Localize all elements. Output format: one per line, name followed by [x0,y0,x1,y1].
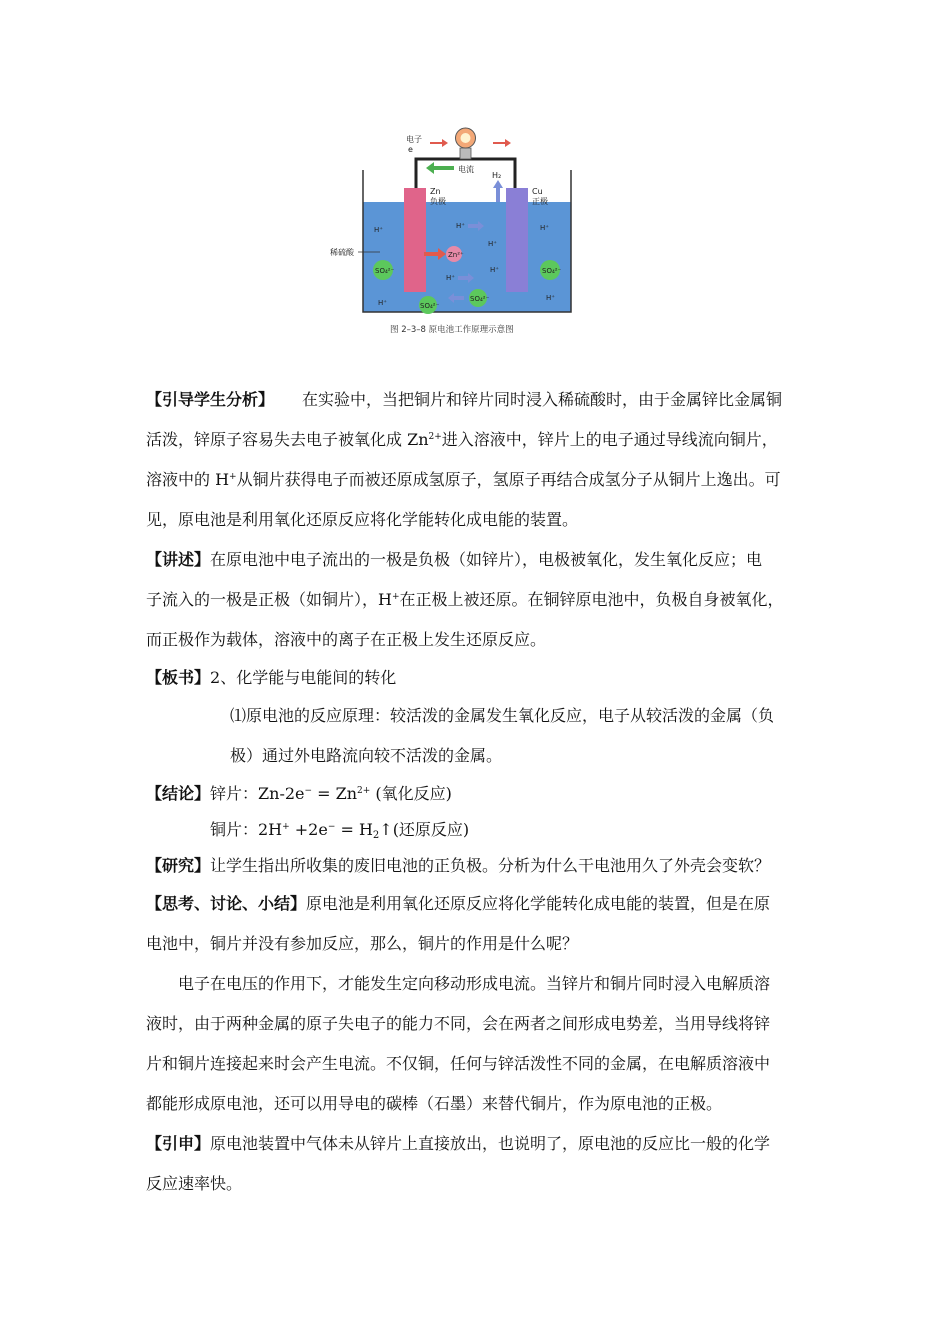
positive-label: 正极 [532,197,548,206]
tag-conclusion: 【结论】 [146,784,211,803]
text: 都能形成原电池，还可以用导电的碳棒（石墨）来替代铜片，作为原电池的正极。 [146,1094,723,1113]
paragraph-board [146,660,811,696]
current-label: 电流 [458,165,474,174]
paragraph-lecture [146,540,811,660]
current-arrow [426,162,454,174]
superscript: + [229,472,237,482]
bulb-glow [461,133,471,143]
text: 而正极作为载体，溶液中的离子在正极上发生还原反应。 [146,630,547,649]
acid-label: 稀硫酸 [330,248,354,257]
tag-discussion: 【思考、讨论、小结】 [146,894,307,913]
paragraph-explanation [146,964,811,1124]
tag-analysis: 【引导学生分析】 [146,390,275,409]
h2-up-arrow [493,180,503,202]
text: 进入溶液中，锌片上的电子通过导线流向铜片， [441,430,778,449]
sulfate-text-mid: SO₄²⁻ [470,295,490,303]
superscript: − [327,822,336,832]
cu-label: Cu [532,187,543,196]
h-ion-2: H⁺ [456,222,465,230]
h-ion-6: H⁺ [446,274,455,282]
text: 见，原电池是利用氧化还原反应将化学能转化成电能的装置。 [146,510,579,529]
text: (氧化反应) [370,784,452,803]
text: 2、化学能与电能间的转化 [210,668,397,687]
text: 在正极上被还原。在铜锌原电池中，负极自身被氧化， [399,590,784,609]
text: 子流入的一极是正极（如铜片），H [146,590,392,609]
superscript: 2+ [357,786,371,796]
text: 片和铜片连接起来时会产生电流。不仅铜，任何与锌活泼性不同的金属，在电解质溶液中 [146,1054,771,1073]
paragraph-copper-equation [146,812,811,848]
zinc-electrode [404,188,426,292]
h-ion-8: H⁺ [546,294,555,302]
text: 溶液中的 H [146,470,230,489]
paragraph-analysis [146,380,811,540]
text: = H [335,820,373,839]
paragraph-extension [146,1124,811,1204]
paragraph-conclusion [146,776,811,812]
text: = Zn [312,784,358,803]
paragraph-research [146,848,811,884]
electron-arrow-left [430,139,448,147]
h-ion-3: H⁺ [488,240,497,248]
electron-arrow-right [493,139,511,147]
h-ion-7: H⁺ [378,299,387,307]
text: 铜片：2H [210,820,283,839]
text: 在原电池中电子流出的一极是负极（如锌片），电极被氧化，发生氧化反应；电 [210,550,763,569]
text: 从铜片获得电子而被还原成氢原子，氢原子再结合成氢分子从铜片上逸出。可 [236,470,781,489]
negative-label: 负极 [430,197,446,206]
superscript: 2+ [428,432,442,442]
text: 原电池是利用氧化还原反应将化学能转化成电能的装置，但是在原 [306,894,771,913]
zn-label: Zn [430,187,441,196]
sulfate-text-right: SO₄²⁻ [542,267,562,275]
zinc-ion-text: Zn²⁺ [448,251,464,259]
text: +2e [289,820,328,839]
text: ↑(还原反应) [379,820,470,839]
document-body [146,380,811,1204]
tag-research: 【研究】 [146,856,211,875]
figure-caption: 图 2–3–8 原电池工作原理示意图 [390,325,514,335]
text: 活泼，锌原子容易失去电子被氧化成 Zn [146,430,429,449]
h2-label: H₂ [492,171,502,180]
text: 反应速率快。 [146,1174,243,1193]
copper-electrode [506,188,528,292]
electron-symbol: e [408,145,413,154]
h-ion-1: H⁺ [374,226,383,234]
text: 在实验中，当把铜片和锌片同时浸入稀硫酸时，由于金属锌比金属铜 [302,390,783,409]
electron-label: 电子 [406,135,422,144]
paragraph-discussion [146,884,811,964]
text: ⑴原电池的反应原理：较活泼的金属发生氧化反应，电子从较活泼的金属（负 [230,706,775,725]
tag-board: 【板书】 [146,668,211,687]
superscript: + [282,822,290,832]
tag-lecture: 【讲述】 [146,550,211,569]
text: 电子在电压的作用下，才能发生定向移动形成电流。当锌片和铜片同时浸入电解质溶 [178,974,771,993]
sulfate-text-left: SO₄²⁻ [375,267,395,275]
paragraph-principle [146,696,811,776]
h-ion-5: H⁺ [490,266,499,274]
tag-extension: 【引申】 [146,1134,211,1153]
text: 锌片：Zn-2e [210,784,305,803]
sulfate-text-bottom: SO₄²⁻ [420,302,440,310]
text: 极）通过外电路流向较不活泼的金属。 [230,746,503,765]
galvanic-cell-diagram [318,122,588,344]
superscript: − [304,786,313,796]
superscript: + [391,592,400,602]
bulb-socket [460,148,471,159]
galvanic-cell-figure [318,122,588,344]
text: 原电池装置中气体未从锌片上直接放出，也说明了，原电池的反应比一般的化学 [210,1134,771,1153]
sulfuric-acid-solution [363,202,571,312]
text: 液时，由于两种金属的原子失电子的能力不同，会在两者之间形成电势差，当用导线将锌 [146,1014,771,1033]
subscript: 2 [372,830,380,841]
h-ion-4: H⁺ [540,224,549,232]
text: 让学生指出所收集的废旧电池的正负极。分析为什么干电池用久了外壳会变软？ [210,856,771,875]
text: 电池中，铜片并没有参加反应，那么，铜片的作用是什么呢？ [146,934,579,953]
